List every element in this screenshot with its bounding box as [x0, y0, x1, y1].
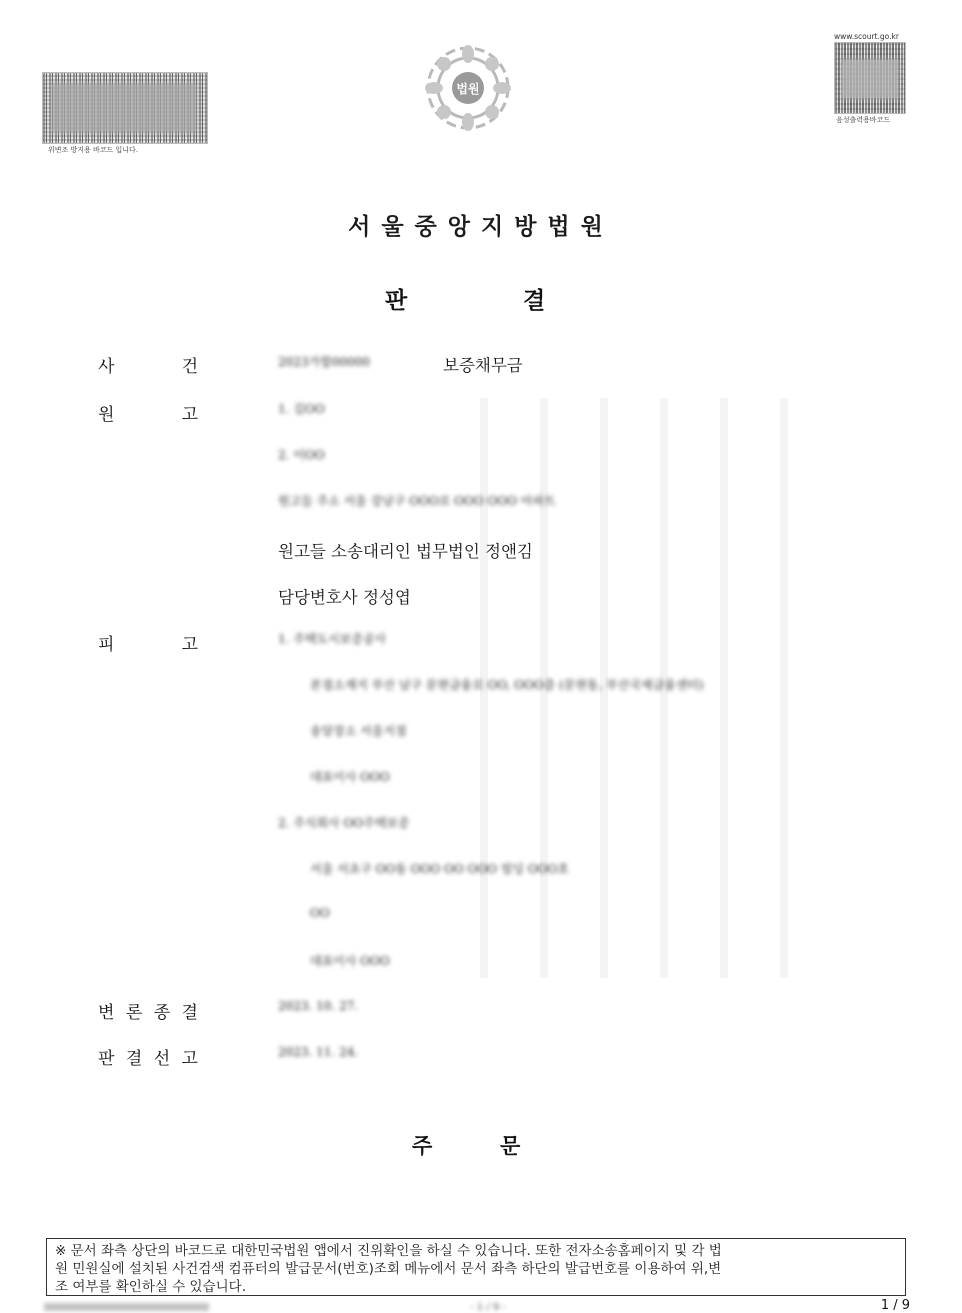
footer-center-page: - 1 / 9 -	[470, 1302, 507, 1313]
notice-line-3: 조 여부를 확인하실 수 있습니다.	[55, 1279, 246, 1295]
verification-notice	[46, 1238, 906, 1296]
closing-date: 2023. 10. 27.	[278, 999, 359, 1013]
plaintiff-address: 원고들 주소 서울 강남구 OOO로 OOO OOO 아파트	[278, 494, 556, 508]
main-heading-right: 문	[500, 1134, 521, 1158]
defendant-1-representative: 대표이사 OOO	[310, 770, 390, 784]
defendant-1-name: 1. 주택도시보증공사	[278, 632, 387, 646]
emblem-text: 법원	[456, 82, 480, 96]
issue-number	[44, 1303, 209, 1311]
defendant-1-address: 본점소재지 부산 남구 문현금융로 OO, OOO층 (문현동, 부산국제금융센터)	[310, 678, 704, 692]
defendant-2-address: 서울 서초구 OO동 OOO OO OOO 빌딩 OOO호	[310, 862, 569, 876]
plaintiff-label: 원 고	[98, 405, 198, 425]
defendant-1-service-place: 송달장소 서울지점	[310, 724, 407, 738]
closing-label: 변 론 종 결	[98, 1003, 198, 1023]
doc-title-right: 결	[523, 288, 546, 314]
notice-line-1: ※ 문서 좌측 상단의 바코드로 대한민국법원 앱에서 진위확인을 하실 수 있습니다. 또한 전자소송홈페이지 및 각 법	[55, 1243, 722, 1259]
judgment-date-label: 판 결 선 고	[98, 1049, 198, 1069]
notice-line-2: 원 민원실에 설치된 사건검색 컴퓨터의 발급문서(번호)조회 메뉴에서 문서 좌측 하단의 발급번호를 이용하여 위,변	[55, 1261, 722, 1277]
defendant-2-name: 2. 주식회사 OO주택보증	[278, 816, 410, 830]
plaintiff-counsel: 원고들 소송대리인 법무법인 정앤김	[278, 542, 533, 561]
court-url: www.scourt.go.kr	[834, 32, 899, 41]
judgment-date: 2023. 11. 24.	[278, 1045, 359, 1059]
plaintiff-attorney: 담당변호사 정성엽	[278, 588, 411, 607]
plaintiff-1: 1. 김OO	[278, 402, 325, 416]
voice-barcode-caption: 음성출력용바코드	[836, 116, 891, 124]
court-name: 서울중앙지방법원	[348, 214, 614, 240]
authentication-barcode	[42, 72, 208, 144]
court-emblem-icon	[422, 42, 514, 134]
barcode-caption: 위변조 방지용 바코드 입니다.	[48, 146, 139, 154]
defendant-2-representative: 대표이사 OOO	[310, 954, 390, 968]
plaintiff-2: 2. 이OO	[278, 448, 325, 462]
case-number: 2023가합00000	[278, 355, 370, 369]
case-name: 보증채무금	[443, 356, 523, 375]
voice-output-barcode	[834, 42, 906, 114]
main-heading-left: 주	[412, 1134, 433, 1158]
doc-title-left: 판	[385, 288, 408, 314]
page-number: 1 / 9	[880, 1298, 910, 1313]
defendant-2-address-cont: OO	[310, 906, 330, 920]
defendant-label: 피 고	[98, 635, 198, 655]
case-label: 사 건	[98, 357, 198, 377]
